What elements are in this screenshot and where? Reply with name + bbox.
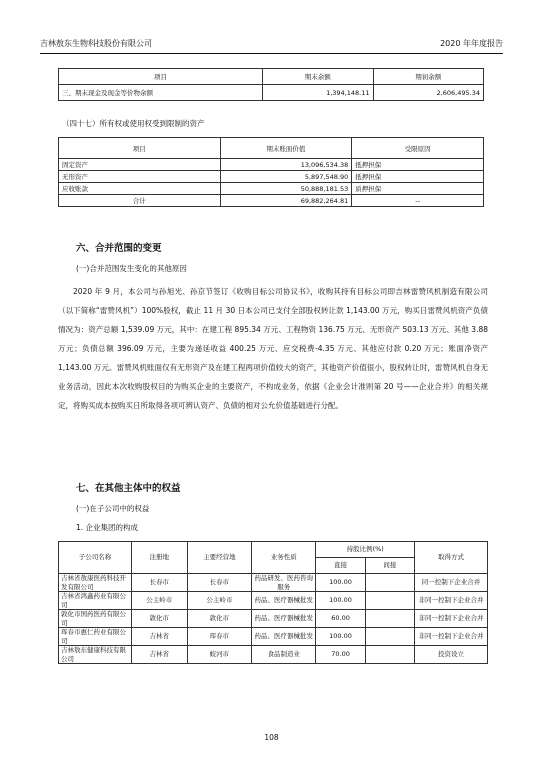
page-number: 108 (264, 733, 279, 742)
cell: 50,888,181.53 (220, 183, 352, 195)
cell: 药品、医疗器械批发 (252, 610, 316, 628)
cell: 吉林省鸿鑫药业有限公司 (59, 592, 132, 610)
cell: 珲春市 (187, 628, 251, 646)
table-row (59, 574, 488, 592)
cell: 非同一控制下企业合并 (415, 592, 488, 610)
cell: 抵押担保 (352, 171, 484, 183)
cell: 60.00 (316, 610, 365, 628)
cell: 非同一控制下企业合并 (415, 610, 488, 628)
col-header: 期初余额 (373, 69, 484, 85)
col-header: 期末余额 (263, 69, 374, 85)
cell: 药品、医疗器械批发 (252, 592, 316, 610)
section-7-subheading: (一)在子公司中的权益 (76, 504, 150, 513)
section-6-subheading: (一)合并范围发生变化的其他原因 (76, 264, 187, 273)
cell: 吉林省敖康医药科技开发有限公司 (59, 574, 132, 592)
table-row (59, 85, 484, 101)
col-header: 项目 (59, 69, 263, 85)
table-row (59, 592, 488, 610)
col-header: 业务性质 (252, 542, 316, 574)
col-subheader: 直接 (316, 558, 365, 574)
cell: 13,096,534.38 (220, 159, 352, 171)
col-header: 受限原因 (352, 138, 484, 159)
table-row (59, 183, 484, 195)
col-header: 持股比例(%) (316, 542, 415, 558)
table-row (59, 646, 488, 664)
col-header: 项目 (59, 138, 221, 159)
cell (365, 574, 414, 592)
cell: 无形资产 (59, 171, 221, 183)
cell: 5,897,548.90 (220, 171, 352, 183)
section-6-heading: 六、合并范围的变更 (76, 243, 162, 254)
cell: 100.00 (316, 592, 365, 610)
cell: 质押担保 (352, 183, 484, 195)
cell: 敦化市 (187, 610, 251, 628)
cell: 2,606,495.34 (373, 85, 484, 101)
table-row (59, 159, 484, 171)
cell (365, 610, 414, 628)
cell: 100.00 (316, 628, 365, 646)
table-row (59, 610, 488, 628)
restricted-assets-title: （四十七）所有权或使用权受到限制的资产 (62, 119, 205, 128)
group-composition-table (58, 541, 488, 664)
table-header-row (59, 138, 484, 159)
page-header (40, 38, 503, 52)
cell: 公主岭市 (187, 592, 251, 610)
cell: 长春市 (131, 574, 187, 592)
table-row (59, 171, 484, 183)
restricted-assets-table (58, 137, 484, 207)
col-header: 期末账面价值 (220, 138, 352, 159)
section-7-heading: 七、在其他主体中的权益 (76, 483, 181, 494)
cell: 长春市 (187, 574, 251, 592)
cell: 70.00 (316, 646, 365, 664)
cell: 非同一控制下企业合并 (415, 628, 488, 646)
cell: 吉林省 (131, 628, 187, 646)
cell: 珲春市惠仁药业有限公司 (59, 628, 132, 646)
cell (365, 628, 414, 646)
header-report-title: 2020 年年度报告 (440, 39, 503, 48)
table-row (59, 628, 488, 646)
cash-equivalents-table (58, 68, 484, 101)
cell: 药品、医疗器械批发 (252, 628, 316, 646)
cell: 同一控制下企业合并 (415, 574, 488, 592)
cell: 敦化市国药医药有限公司 (59, 610, 132, 628)
table-header-row (59, 542, 488, 558)
cell: 敦化市 (131, 610, 187, 628)
cell: 合计 (59, 195, 221, 207)
cell: 投资设立 (415, 646, 488, 664)
cell: 蛟河市 (187, 646, 251, 664)
cell (365, 592, 414, 610)
col-header: 取得方式 (415, 542, 488, 574)
header-company: 吉林敖东生物科技股份有限公司 (40, 39, 152, 48)
cell: 100.00 (316, 574, 365, 592)
table-header-row (59, 69, 484, 85)
cell: 应收账款 (59, 183, 221, 195)
cell: 1,394,148.11 (263, 85, 374, 101)
cell: 三、期末现金及现金等价物余额 (59, 85, 263, 101)
section-7-subsubheading: 1. 企业集团的构成 (76, 523, 139, 532)
cell: 吉林省 (131, 646, 187, 664)
cell: 抵押担保 (352, 159, 484, 171)
cell: 固定资产 (59, 159, 221, 171)
cell: 食品制造业 (252, 646, 316, 664)
header-rule (40, 53, 503, 54)
table-total-row (59, 195, 484, 207)
cell: 69,882,264.81 (220, 195, 352, 207)
col-header: 注册地 (131, 542, 187, 574)
col-subheader: 间接 (365, 558, 414, 574)
section-6-paragraph: 2020 年 9 月，本公司与孙旭光、孙京节签订《收购目标公司协议书》，收购其持有目标公司即吉林雷赞风机制造有限公司（以下简称“雷赞风机”）100%股权，截止 11 月 30 日本公司已支付全部股权转让款 1,143.00 万元，购买日雷赞风机资产负债情况为：资产总额 1,539.09 万元，其中：在建工程 895.34 万元、工程物资 136.75 万元、无形资产 503.13 万元、其他 3.88 万元；负债总额 396.09 万元，主要为递延收益 400.25 万元、应交税费-4.35 万元、其他应付款 0.20 万元；账面净资产 1,143.00 万元。雷赞风机账面仅有无形资产及在建工程两项价值较大的资产，其他资产价值很小，股权转让时，雷赞风机自身无业务活动，因此本次收购股权目的为购买企业的主要资产，不构成业务，依据《企业会计准则第 20 号——企业合并》的相关规定，将购买成本按购买日所取得各项可辨认资产、负债的相对公允价值基础进行分配。 (58, 287, 488, 410)
cell: 吉林敖东健康科技有限公司 (59, 646, 132, 664)
cell: 公主岭市 (131, 592, 187, 610)
cell: -- (352, 195, 484, 207)
col-header: 主要经营地 (187, 542, 251, 574)
cell: 药品研发、医药咨询服务 (252, 574, 316, 592)
col-header: 子公司名称 (59, 542, 132, 574)
cell (365, 646, 414, 664)
